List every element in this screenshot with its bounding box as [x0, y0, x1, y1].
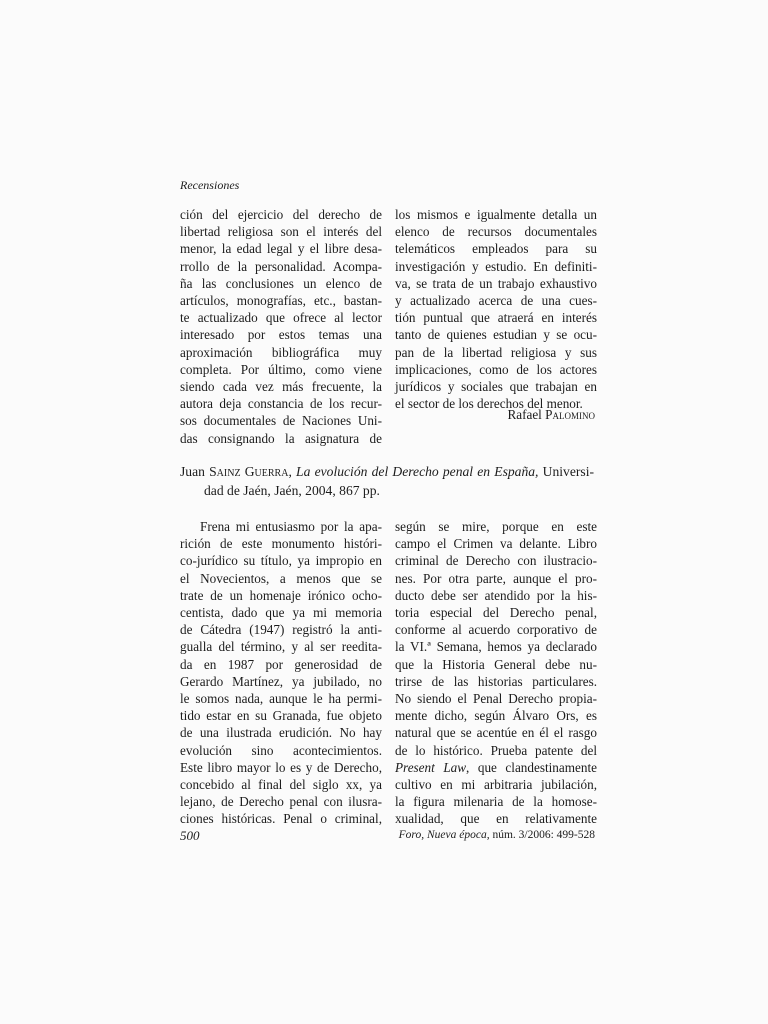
text-line: evolución sino acontecimientos. [180, 742, 382, 758]
text-line: interesado por estos temas una [180, 327, 382, 343]
text-line: campo el Crimen va delante. Libro [395, 536, 597, 552]
text-line: telemáticos empleados para su [395, 241, 597, 257]
reviewer-first-name: Rafael [507, 407, 542, 422]
text-line: criminal de Derecho con ilustracio- [395, 553, 597, 569]
italic-term: Present Law [395, 759, 467, 775]
review2-left-column [180, 518, 382, 828]
text-line: mente dicho, según Álvaro Ors, es [395, 708, 597, 724]
text-line: concebido al final del siglo xx, ya [180, 777, 382, 793]
text-line: pan de la libertad religiosa y sus [395, 344, 597, 360]
text-line: autora deja constancia de los recur- [180, 396, 382, 412]
text-line: va, se trata de un trabajo exhaustivo [395, 275, 597, 291]
book-reference-line-1: Juan Sainz Guerra, La evolución del Derecho penal en España, Universi- [180, 464, 594, 479]
reviewer-last-name: Palomino [545, 407, 595, 422]
text-line: de lo histórico. Prueba patente del [395, 742, 597, 758]
text-line: de Cátedra (1947) registró la anti- [180, 622, 382, 638]
text-line: te actualizado que ofrece al lector [180, 310, 382, 326]
text-line: jurídicos y sociales que trabajan en [395, 379, 597, 395]
text-line: la figura milenaria de la homose- [395, 794, 597, 810]
reviewer-signature [507, 407, 595, 423]
review1-right-column [395, 206, 597, 412]
text-line: cultivo en mi arbitraria jubilación, [395, 777, 597, 793]
text-line: nes. Por otra parte, aunque el pro- [395, 570, 597, 586]
book-reference-tail: Universi- [542, 464, 594, 479]
journal-issue: núm. 3/2006: 499-528 [492, 829, 595, 841]
text-line: siendo cada vez más frecuente, la [180, 379, 382, 395]
text-line: el Novecientos, a menos que se [180, 570, 382, 586]
text-line: lejano, de Derecho penal con ilusra- [180, 794, 382, 810]
text-line: investigación y estudio. En definiti- [395, 258, 597, 274]
text-line: das consignando la asignatura de [180, 430, 382, 446]
book-title: La evolución del Derecho penal en España, [296, 464, 539, 479]
text-line: Present Law, que clandestinamente [395, 759, 597, 775]
text-line: que la Historia General debe nu- [395, 656, 597, 672]
text-line: elenco de recursos documentales [395, 224, 597, 240]
book-reference-line-2: dad de Jaén, Jaén, 2004, 867 pp. [204, 483, 380, 498]
text-line: xualidad, que en relativamente [395, 811, 597, 827]
text-line: Este libro mayor lo es y de Derecho, [180, 759, 382, 775]
text-line: co-jurídico su título, ya impropio en [180, 553, 382, 569]
text-line: Frena mi entusiasmo por la apa- [200, 519, 382, 534]
page-number: 500 [180, 828, 200, 843]
text-line: Gerardo Martínez, ya jubilado, no [180, 673, 382, 689]
text-line: implicaciones, como de los actores [395, 361, 597, 377]
text-line: toria especial del Derecho penal, [395, 605, 597, 621]
text-line: da en 1987 por generosidad de [180, 656, 382, 672]
text-line: tido estar en su Granada, fue objeto [180, 708, 382, 724]
book-author-last: Sainz Guerra [209, 464, 289, 479]
text-line: natural que se acentúe en él el rasgo [395, 725, 597, 741]
text-line: tanto de quienes estudian y se ocu- [395, 327, 597, 343]
text-line: le somos nada, aunque le ha permi- [180, 691, 382, 707]
review1-left-column [180, 206, 382, 447]
journal-citation [399, 829, 595, 841]
text-line: rrollo de la personalidad. Acompa- [180, 258, 382, 274]
text-line: artículos, monografías, etc., bastan- [180, 293, 382, 309]
text-line: completa. Por último, como viene [180, 361, 382, 377]
text-line: trate de un homenaje irónico ocho- [180, 587, 382, 603]
text-line: y actualizado acerca de una cues- [395, 293, 597, 309]
text-line: ña las conclusiones un elenco de [180, 275, 382, 291]
text-line: gualla del término, y al ser reedita- [180, 639, 382, 655]
journal-title: Foro, Nueva época, [398, 829, 490, 841]
text-line: No siendo el Penal Derecho propia- [395, 691, 597, 707]
text-line: ducto debe ser atendido por la his- [395, 587, 597, 603]
text-line: el sector de los derechos del menor. [395, 396, 583, 412]
book-reference [180, 462, 594, 500]
book-author-first: Juan [180, 464, 205, 479]
text-line: tión puntual que atraerá en interés [395, 310, 597, 326]
text-line: aproximación bibliográfica muy [180, 344, 382, 360]
text-line: los mismos e igualmente detalla un [395, 207, 597, 222]
running-head: Recensiones [180, 178, 240, 192]
review2-right-column [395, 518, 597, 828]
text-line: conforme al acuerdo corporativo de [395, 622, 597, 638]
text-line: ción del ejercicio del derecho de [180, 207, 382, 222]
text-line: centista, dado que ya mi memoria [180, 605, 382, 621]
text-line: menor, la edad legal y el libre desa- [180, 241, 382, 257]
text-line: según se mire, porque en este [395, 519, 597, 534]
text-line: ciones históricas. Penal o criminal, [180, 811, 382, 827]
text-line: de una ilustrada erudición. No hay [180, 725, 382, 741]
text-line: libertad religiosa son el interés del [180, 224, 382, 240]
text-line: trirse de las historias particulares. [395, 673, 597, 689]
text-line: sos documentales de Naciones Uni- [180, 413, 382, 429]
text-line: rición de este monumento históri- [180, 536, 382, 552]
text-line: la VI.ª Semana, hemos ya declarado [395, 639, 597, 655]
